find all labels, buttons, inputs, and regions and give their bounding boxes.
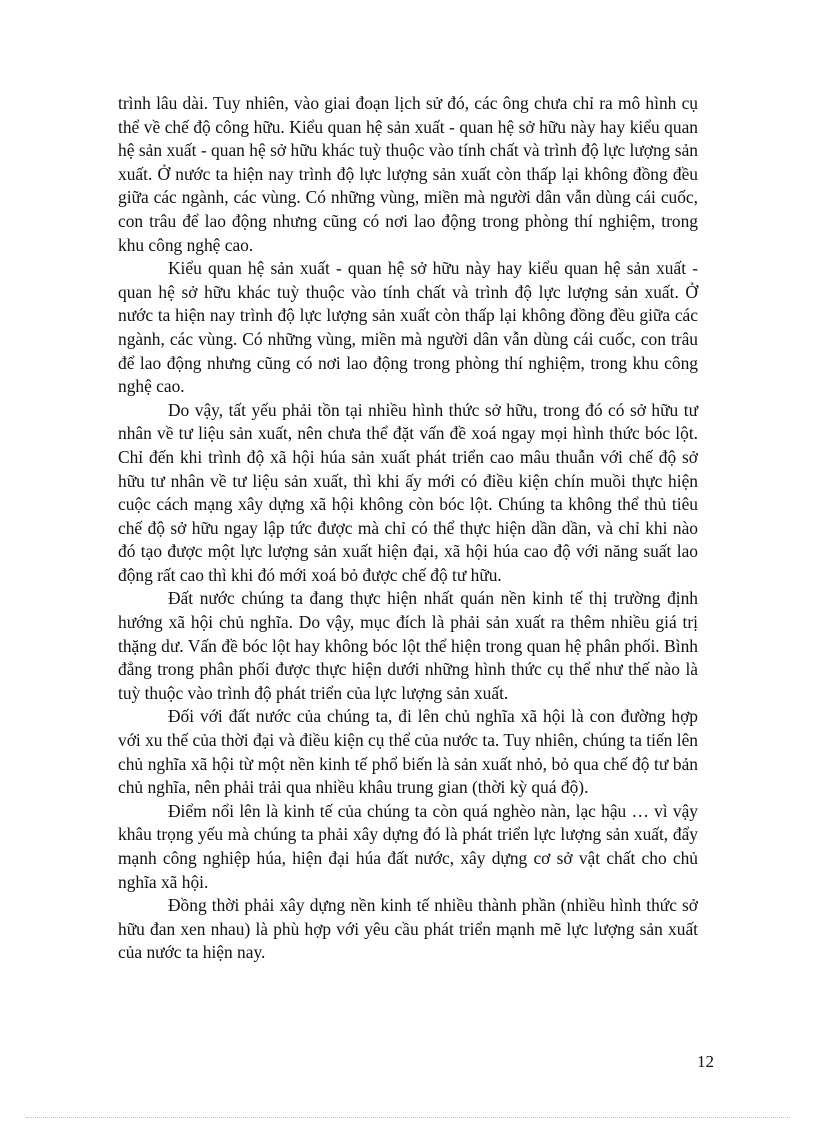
page-bottom-border xyxy=(26,1117,790,1118)
paragraph-4: Đất nước chúng ta đang thực hiện nhất quán nền kinh tế thị trường định hướng xã hội chủ nghĩa. Do vậy, mục đích là phải sản xuất ra thêm nhiều giá trị thặng dư. Vấn đề bóc lột hay không bóc lột thể hiện trong quan hệ phân phối. Bình đẳng trong phân phối được thực hiện dưới những hình thức cụ thể như thế nào là tuỳ thuộc vào trình độ phát triển của lực lượng sản xuất. xyxy=(118,588,698,703)
paragraph-1: trình lâu dài. Tuy nhiên, vào giai đoạn lịch sử đó, các ông chưa chỉ ra mô hình cụ thể về chế độ công hữu. Kiểu quan hệ sản xuất - quan hệ sở hữu này hay kiểu quan hệ sản xuất - quan hệ sở hữu khác tuỳ thuộc vào tính chất và trình độ lực lượng sản xuất. Ở nước ta hiện nay trình độ lực lượng sản xuất còn thấp lại không đồng đều giữa các ngành, các vùng. Có những vùng, miền mà người dân vẫn dùng cái cuốc, con trâu để lao động nhưng cũng có nơi lao động trong phòng thí nghiệm, trong khu công nghệ cao. xyxy=(118,93,698,255)
paragraph-6: Điểm nổi lên là kinh tế của chúng ta còn quá nghèo nàn, lạc hậu … vì vậy khâu trọng yếu mà chúng ta phải xây dựng đó là phát triển lực lượng sản xuất, đẩy mạnh công nghiệp húa, hiện đại húa đất nước, xây dựng cơ sở vật chất cho chủ nghĩa xã hội. xyxy=(118,800,698,892)
paragraph-7: Đồng thời phải xây dựng nền kinh tế nhiều thành phần (nhiều hình thức sở hữu đan xen nhau) là phù hợp với yêu cầu phát triển mạnh mẽ lực lượng sản xuất của nước ta hiện nay. xyxy=(118,895,698,963)
paragraph-2: Kiểu quan hệ sản xuất - quan hệ sở hữu này hay kiểu quan hệ sản xuất - quan hệ sở hữu khác tuỳ thuộc vào tính chất và trình độ lực lượng sản xuất. Ở nước ta hiện nay trình độ lực lượng sản xuất còn thấp lại không đồng đều giữa các ngành, các vùng. Có những vùng, miền mà người dân vẫn dùng cái cuốc, con trâu để lao động nhưng cũng có nơi lao động trong phòng thí nghiệm, trong khu công nghệ cao. xyxy=(118,258,698,397)
document-body xyxy=(118,92,698,965)
page-number: 12 xyxy=(697,1052,714,1071)
paragraph-5: Đối với đất nước của chúng ta, đi lên chủ nghĩa xã hội là con đường hợp với xu thế của thời đại và điều kiện cụ thể của nước ta. Tuy nhiên, chúng ta tiến lên chủ nghĩa xã hội từ một nền kinh tế phổ biến là sản xuất nhỏ, bỏ qua chế độ tư bản chủ nghĩa, nên phải trải qua nhiều khâu trung gian (thời kỳ quá độ). xyxy=(118,706,698,798)
paragraph-3: Do vậy, tất yếu phải tồn tại nhiều hình thức sở hữu, trong đó có sở hữu tư nhân về tư liệu sản xuất, nên chưa thể đặt vấn đề xoá ngay mọi hình thức bóc lột. Chỉ đến khi trình độ xã hội húa sản xuất phát triển cao mâu thuẫn với chế độ sở hữu tư nhân về tư liệu sản xuất, thì khi ấy mới có điều kiện chín muồi thực hiện cuộc cách mạng xây dựng xã hội không còn bóc lột. Chúng ta không thể thủ tiêu chế độ sở hữu ngay lập tức được mà chỉ có thể thực hiện dần dần, và chỉ khi nào đó tạo được một lực lượng sản xuất hiện đại, xã hội húa cao độ với năng suất lao động rất cao thì khi đó mới xoá bỏ được chế độ tư hữu. xyxy=(118,399,698,585)
